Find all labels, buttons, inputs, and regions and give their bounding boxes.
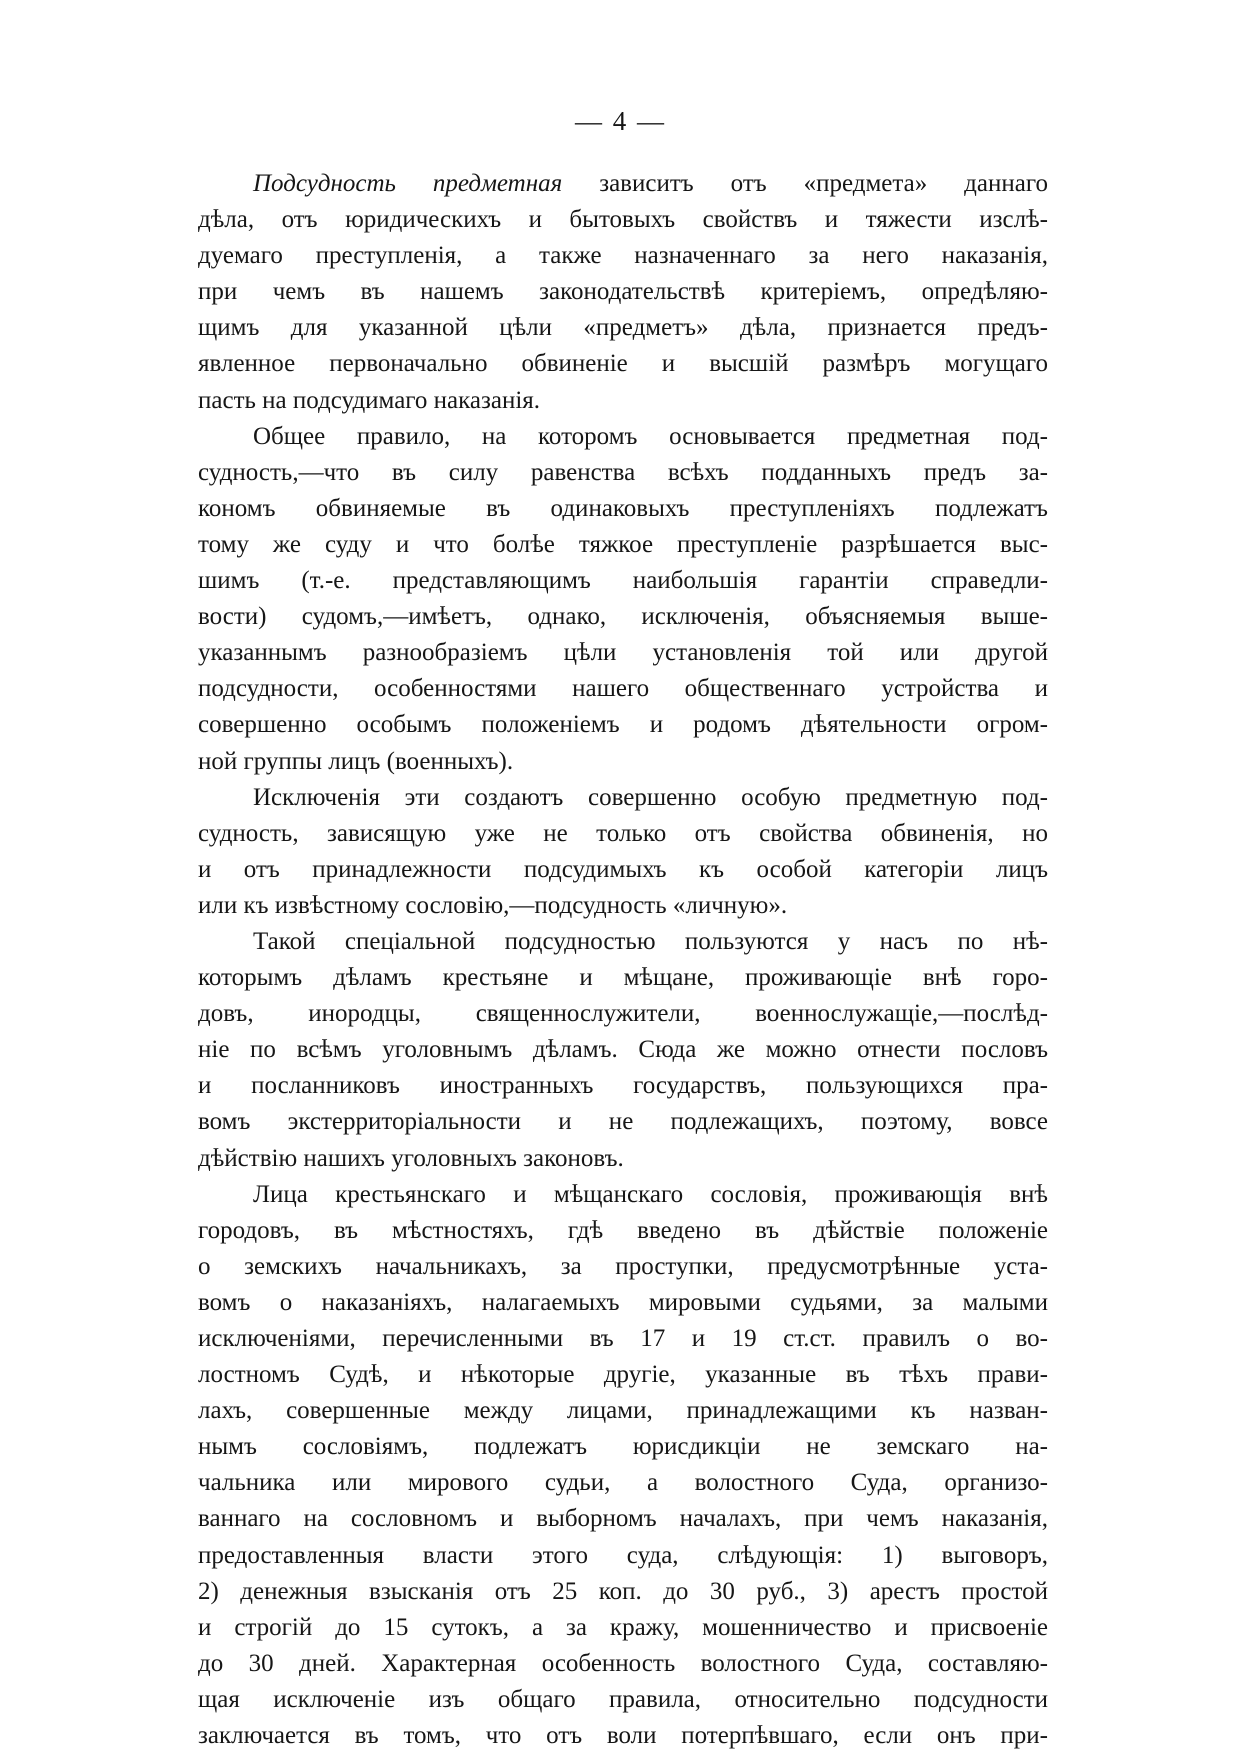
text-line [198,1357,1048,1393]
line-text: и отъ принадлежности подсудимыхъ къ особой категоріи лицъ [198,855,1048,883]
line-text: нымъ сословіямъ, подлежатъ юрисдикціи не земскаго на- [198,1433,1048,1461]
line-text: дѣла, отъ юридическихъ и бытовыхъ свойствъ и тяжести изслѣ- [198,206,1048,234]
text-line [198,274,1048,310]
line-text: вомъ о наказаніяхъ, налагаемыхъ мировыми судьями, за малыми [198,1288,1048,1316]
line-text: вомъ экстерриторіальности и не подлежащихъ, поэтому, вовсе [198,1108,1048,1136]
line-text: тому же суду и что болѣе тяжкое преступленіе разрѣшается выс- [198,530,1048,558]
text-line [198,491,1048,527]
text-line [198,310,1048,346]
text-line [198,888,1048,924]
text-line [198,1249,1048,1285]
text-line [198,599,1048,635]
text-line [198,996,1048,1032]
text-line [198,960,1048,996]
text-line [198,1141,1048,1177]
text-line [198,1646,1048,1682]
text-line [198,202,1048,238]
paragraph [198,924,1048,1177]
line-text: лахъ, совершенные между лицами, принадлежащими къ назван- [198,1397,1048,1425]
text-line [198,1718,1048,1754]
line-text: шимъ (т.-е. представляющимъ наибольшія гарантіи справедли- [198,567,1048,595]
text-line [198,671,1048,707]
line-text: дуемаго преступленія, а также назначеннаго за него наказанія, [198,242,1048,270]
paragraph [198,166,1048,419]
paragraph [198,780,1048,924]
text-line [198,635,1048,671]
line-text: ваннаго на сословномъ и выборномъ началахъ, при чемъ наказанія, [198,1505,1048,1533]
line-text: заключается въ томъ, что отъ воли потерпѣвшаго, если онъ при- [198,1722,1048,1750]
line-text: или къ извѣстному сословію,—подсудность «личную». [198,891,788,919]
line-text: ной группы лицъ (военныхъ). [198,747,514,775]
line-text: Исключенія эти создаютъ совершенно особую предметную под- [253,783,1048,811]
text-line [198,527,1048,563]
line-text: вости) судомъ,—имѣетъ, однако, исключенія, объясняемыя выше- [198,603,1048,631]
line-text: 2) денежныя взысканія отъ 25 коп. до 30 руб., 3) арестъ простой [198,1577,1048,1605]
text-line [198,419,1048,455]
text-line [198,744,1048,780]
line-text: исключеніями, перечисленными въ 17 и 19 ст.ст. правилъ о во- [198,1325,1048,1352]
text-line [198,383,1048,419]
text-line [198,1429,1048,1465]
line-text: и строгій до 15 сутокъ, а за кражу, мошенничество и присвоеніе [198,1613,1048,1641]
text-line [198,1682,1048,1718]
text-line [198,1285,1048,1321]
line-text: довъ, инородцы, священнослужители, военнослужащіе,—послѣд- [198,1000,1048,1028]
line-text: щая исключеніе изъ общаго правила, относительно подсудности [198,1685,1048,1713]
line-text: которымъ дѣламъ крестьяне и мѣщане, проживающіе внѣ горо- [198,964,1048,992]
text-line [198,1213,1048,1249]
text-line [198,707,1048,743]
line-text: дѣйствію нашихъ уголовныхъ законовъ. [198,1144,624,1172]
line-text: Лица крестьянскаго и мѣщанскаго сословія, проживающія внѣ [253,1180,1048,1208]
line-text: ніе по всѣмъ уголовнымъ дѣламъ. Сюда же можно отнести пословъ [198,1036,1048,1064]
line-text: судность,—что въ силу равенства всѣхъ подданныхъ предъ за- [198,458,1048,486]
text-line [198,1068,1048,1104]
line-text: пасть на подсудимаго наказанія. [198,386,541,414]
line-text: зависитъ отъ «предмета» даннаго [562,170,1048,197]
text-line [198,166,1048,202]
text-line [198,346,1048,382]
text-line [198,1538,1048,1574]
text-line [198,1104,1048,1140]
line-text: щимъ для указанной цѣли «предметъ» дѣла, признается предъ- [198,314,1048,342]
text-line [198,1321,1048,1357]
body-text [198,166,1048,1754]
paragraph [198,1177,1048,1754]
line-text: чальника или мирового судьи, а волостного Суда, организо- [198,1469,1048,1497]
text-line [198,1501,1048,1537]
line-text: указаннымъ разнообразіемъ цѣли установленія той или другой [198,639,1048,667]
text-line [198,1610,1048,1646]
line-text: до 30 дней. Характерная особенность волостного Суда, составляю- [198,1649,1048,1677]
page-number: — 4 — [575,106,666,136]
line-text: совершенно особымъ положеніемъ и родомъ дѣятельности огром- [198,711,1048,739]
paragraph [198,419,1048,780]
line-text: при чемъ въ нашемъ законодательствѣ критеріемъ, опредѣляю- [198,278,1048,306]
text-line [198,816,1048,852]
line-text: подсудности, особенностями нашего общественнаго устройства и [198,675,1048,703]
line-text: кономъ обвиняемые въ одинаковыхъ преступленіяхъ подлежатъ [198,494,1048,522]
text-line [198,780,1048,816]
text-line [198,563,1048,599]
text-line [198,238,1048,274]
text-line [198,1574,1048,1610]
line-text: лостномъ Судѣ, и нѣкоторые другіе, указанные въ тѣхъ прави- [198,1361,1048,1389]
italic-term: Подсудность предметная [253,170,563,197]
text-line [198,1393,1048,1429]
line-text: Такой спеціальной подсудностью пользуются у насъ по нѣ- [253,927,1048,955]
text-line [198,1465,1048,1501]
text-line [198,455,1048,491]
text-line [198,1032,1048,1068]
line-text: судность, зависящую уже не только отъ свойства обвиненія, но [198,819,1048,847]
line-text: и посланниковъ иностранныхъ государствъ, пользующихся пра- [198,1072,1048,1100]
line-text: предоставленныя власти этого суда, слѣдующія: 1) выговоръ, [198,1541,1048,1569]
line-text: явленное первоначально обвиненіе и высшій размѣръ могущаго [198,350,1048,378]
text-line [198,1177,1048,1213]
line-text: Общее правило, на которомъ основывается предметная под- [253,422,1048,450]
line-text: о земскихъ начальникахъ, за проступки, предусмотрѣнные уста- [198,1252,1048,1280]
text-line [198,924,1048,960]
line-text: городовъ, въ мѣстностяхъ, гдѣ введено въ дѣйствіе положеніе [198,1216,1048,1244]
text-line [198,852,1048,888]
